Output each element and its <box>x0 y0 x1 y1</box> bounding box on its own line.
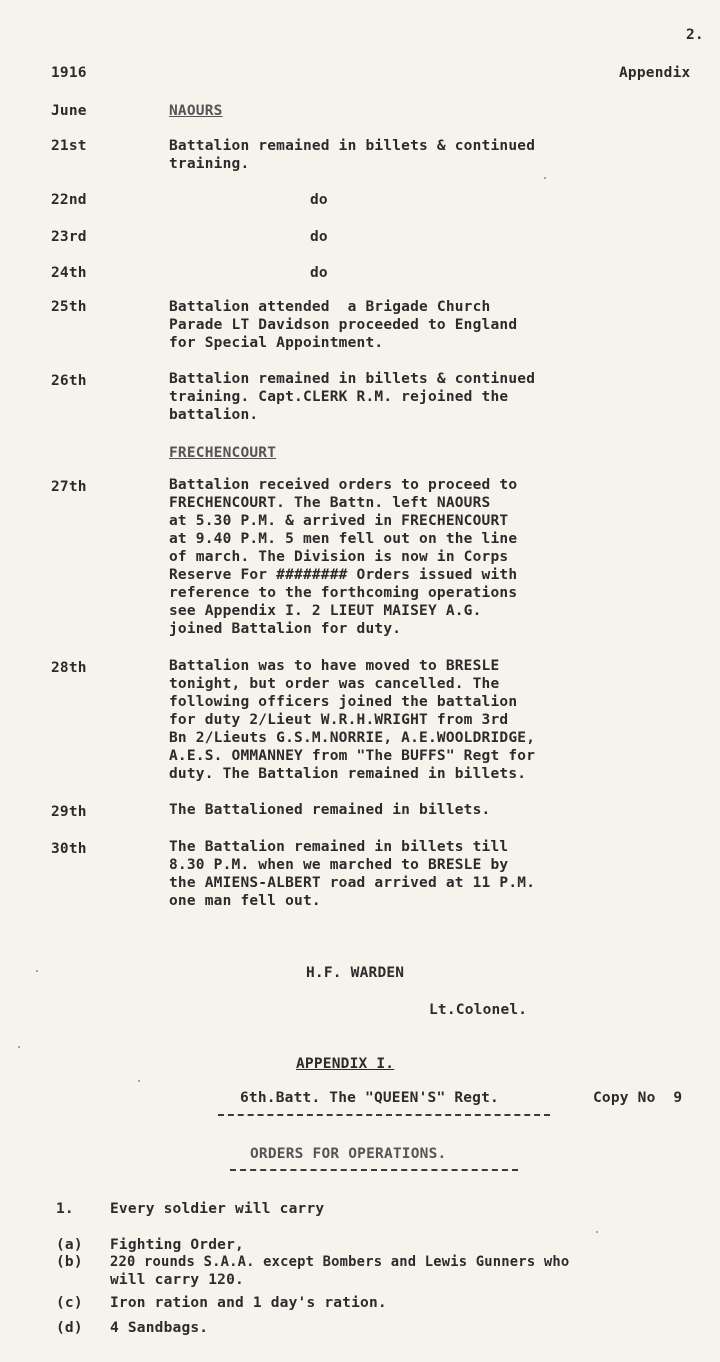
entry-line: training. Capt.CLERK R.M. rejoined the <box>169 389 509 405</box>
entry-line: the AMIENS-ALBERT road arrived at 11 P.M. <box>169 875 536 891</box>
entry-line: for duty 2/Lieut W.R.H.WRIGHT from 3rd <box>169 712 509 728</box>
entry-line: tonight, but order was cancelled. The <box>169 676 500 692</box>
subitem-label: (d) <box>56 1320 83 1336</box>
appendix-copy-number: Copy No 9 <box>593 1090 683 1106</box>
appendix-unit: 6th.Batt. The "QUEEN'S" Regt. <box>240 1090 499 1106</box>
paper-speck <box>596 1231 598 1233</box>
signature-name: H.F. WARDEN <box>306 965 405 981</box>
entry-line: reference to the forthcoming operations <box>169 585 518 601</box>
paper-speck <box>138 1080 140 1082</box>
year-heading: 1916 <box>51 65 87 81</box>
entry-line: do <box>310 265 328 281</box>
dashed-rule <box>230 1169 518 1171</box>
subitem-text: Fighting Order, <box>110 1237 244 1253</box>
entry-line: battalion. <box>169 407 259 423</box>
signature-rank: Lt.Colonel. <box>429 1002 528 1018</box>
entry-line: Battalion remained in billets & continued <box>169 138 536 154</box>
subitem-text: 4 Sandbags. <box>110 1320 209 1336</box>
entry-line: Battalion remained in billets & continued <box>169 371 536 387</box>
item-number: 1. <box>56 1201 74 1217</box>
entry-line: Bn 2/Lieuts G.S.M.NORRIE, A.E.WOOLDRIDGE, <box>169 730 536 746</box>
entry-line: do <box>310 229 328 245</box>
dashed-rule <box>218 1114 550 1116</box>
entry-date: 22nd <box>51 192 87 208</box>
entry-line: Battalion was to have moved to BRESLE <box>169 658 500 674</box>
entry-line: see Appendix I. 2 LIEUT MAISEY A.G. <box>169 603 482 619</box>
paper-speck <box>36 970 38 972</box>
orders-title: ORDERS FOR OPERATIONS. <box>250 1146 447 1162</box>
paper-speck <box>18 1046 20 1048</box>
location-naours: NAOURS <box>169 103 223 119</box>
entry-date: 29th <box>51 804 87 820</box>
entry-line: do <box>310 192 328 208</box>
entry-line: The Battalioned remained in billets. <box>169 802 491 818</box>
subitem-label: (b) <box>56 1254 83 1270</box>
entry-date: 30th <box>51 841 87 857</box>
appendix-title: APPENDIX I. <box>296 1056 395 1072</box>
entry-line: Parade LT Davidson proceeded to England <box>169 317 518 333</box>
subitem-text: will carry 120. <box>110 1272 244 1288</box>
entry-date: 26th <box>51 373 87 389</box>
entry-line: Battalion attended a Brigade Church <box>169 299 491 315</box>
entry-line: joined Battalion for duty. <box>169 621 402 637</box>
entry-date: 21st <box>51 138 87 154</box>
entry-line: of march. The Division is now in Corps <box>169 549 509 565</box>
entry-line: A.E.S. OMMANNEY from "The BUFFS" Regt for <box>169 748 536 764</box>
entry-date: 27th <box>51 479 87 495</box>
entry-date: 25th <box>51 299 87 315</box>
entry-date: 28th <box>51 660 87 676</box>
entry-line: Battalion received orders to proceed to <box>169 477 518 493</box>
month-heading: June <box>51 103 87 119</box>
entry-line: one man fell out. <box>169 893 321 909</box>
page-number: 2. <box>686 27 704 43</box>
entry-line: at 5.30 P.M. & arrived in FRECHENCOURT <box>169 513 509 529</box>
entry-line: following officers joined the battalion <box>169 694 518 710</box>
item-text: Every soldier will carry <box>110 1201 325 1217</box>
entry-line: FRECHENCOURT. The Battn. left NAOURS <box>169 495 491 511</box>
subitem-label: (a) <box>56 1237 83 1253</box>
entry-date: 23rd <box>51 229 87 245</box>
entry-line: duty. The Battalion remained in billets. <box>169 766 527 782</box>
appendix-heading: Appendix <box>619 65 691 81</box>
entry-line: Reserve For ######## Orders issued with <box>169 567 518 583</box>
location-frechencourt: FRECHENCOURT <box>169 445 277 461</box>
subitem-label: (c) <box>56 1295 83 1311</box>
entry-date: 24th <box>51 265 87 281</box>
entry-line: at 9.40 P.M. 5 men fell out on the line <box>169 531 518 547</box>
entry-line: 8.30 P.M. when we marched to BRESLE by <box>169 857 509 873</box>
paper-speck <box>544 177 546 179</box>
entry-line: training. <box>169 156 250 172</box>
subitem-text: 220 rounds S.A.A. except Bombers and Lewis Gunners who <box>110 1254 570 1270</box>
entry-line: The Battalion remained in billets till <box>169 839 509 855</box>
subitem-text: Iron ration and 1 day's ration. <box>110 1295 387 1311</box>
entry-line: for Special Appointment. <box>169 335 384 351</box>
